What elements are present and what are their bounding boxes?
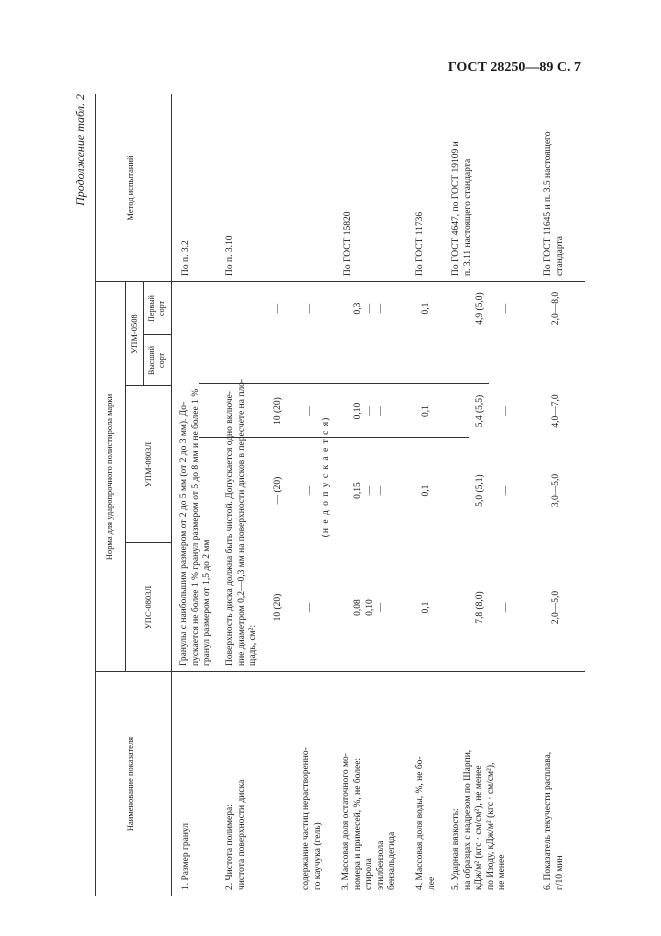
row3-upm0803: 0,15 — — <box>353 482 386 499</box>
row6-name: 6. Показатель текучести расплава, г/10 мин <box>543 751 565 890</box>
row2-norm: Поверхность диска должна быть чистой. Допускается одно включе- ние диаметром 0,2—0,3 мм на поверхности дисков в пересчете на пло- щадь, см²: <box>225 378 258 666</box>
table-border-top <box>95 94 96 896</box>
header-ups-0803l: УПС-0803Л <box>143 585 153 630</box>
header-highest-grade: Высший сорт <box>147 346 166 375</box>
header-indicator: Наименование показателя <box>125 736 135 832</box>
row4-method: По ГОСТ 11736 <box>415 211 425 276</box>
header-divider <box>171 94 172 896</box>
row3-name: 3. Массовая доля остаточного мо- номера и примесей, %, не более: стирола этилбензола бензальдегида <box>341 753 397 890</box>
page-header: ГОСТ 28250—89 С. 7 <box>447 60 581 75</box>
row1-norm: Гранулы с наибольшим размером от 2 до 5 мм (от 2 до 3 мм). До- пускается не более 1 % гранул размером от 5 до 8 мм и не более 1 % гранул размером от 1,5 до 2 мм <box>179 388 212 666</box>
row4-upm0803: 0,1 <box>421 484 431 497</box>
row4-highest: 0,1 <box>421 405 431 417</box>
row2-first: — <box>273 303 283 314</box>
norm-group-divider <box>125 282 126 672</box>
row5-name: 5. Ударная вязкость: на образцах с надрезом по Шарпи, кДж/м² (кгс · см/см²), не менее по Изоду, кДж/м² (кгс · см/см²), не менее <box>451 749 507 890</box>
row1-method: По п. 3.2 <box>181 240 191 276</box>
header-upm-0803l: УПМ-0803Л <box>143 441 153 488</box>
row2b-note: (н е д о п у с к а е т с я) <box>321 416 331 538</box>
row3-first: 0,3 — — <box>353 302 386 315</box>
header-method: Метод испытаний <box>125 155 135 221</box>
header-upm-0508: УПМ-0508 <box>129 314 139 354</box>
row2-highest: 10 (20) <box>273 397 283 425</box>
row6-method: По ГОСТ 11645 и п. 3.5 настоящего стандарта <box>543 131 565 276</box>
row4-ups: 0,1 <box>421 601 431 614</box>
standard-table <box>73 94 585 896</box>
row2b-highest: — <box>305 406 315 416</box>
row5-ups: 7,8 (8,0) — <box>475 591 511 624</box>
row4-first: 0,1 <box>421 302 431 315</box>
row5-method: По ГОСТ 4647, по ГОСТ 19109 и п. 3.11 настоящего стандарта <box>451 141 473 276</box>
header-first-grade: Первый сорт <box>147 295 166 322</box>
row2-method: По п. 3.10 <box>225 235 235 276</box>
row1-name: 1. Размер гранул <box>181 823 191 890</box>
row6-first: 2,0—8,0 <box>551 291 561 326</box>
header-norm-group: Норма для ударопрочного полистирола марки <box>104 393 114 561</box>
row2b-upm0803: — <box>305 485 315 496</box>
row3-method: По ГОСТ 15820 <box>343 211 353 276</box>
table-caption: Продолжение табл. 2 <box>73 94 87 206</box>
row6-ups: 2,0—5,0 <box>551 590 561 625</box>
row3-highest: 0,10 — — <box>353 402 386 420</box>
row5-first: 4,9 (5,0) — <box>475 292 511 325</box>
row2-upm0803: — (20) <box>273 476 283 505</box>
row5-highest: 5,4 (5,5) — <box>475 394 511 428</box>
row2-name: 2. Чистота полимера: чистота поверхности диска <box>225 779 247 890</box>
row6-highest: 4,0—7,0 <box>551 394 561 428</box>
row2b-ups: — <box>305 602 315 613</box>
row3-ups: 0,08 0,10 — <box>353 599 386 616</box>
row5-upm0803: 5,0 (5,1) — <box>475 474 511 507</box>
row4-name: 4. Массовая доля воды, %, не бо- лее <box>415 756 437 890</box>
row6-upm0803: 3,0—5,0 <box>551 473 561 508</box>
row2-ups: 10 (20) <box>273 593 283 622</box>
rotated-table-stage <box>73 94 585 896</box>
row2b-name: содержание частиц нерастворенно- го каучука (гель) <box>301 747 323 890</box>
row2b-first: — <box>305 303 315 314</box>
